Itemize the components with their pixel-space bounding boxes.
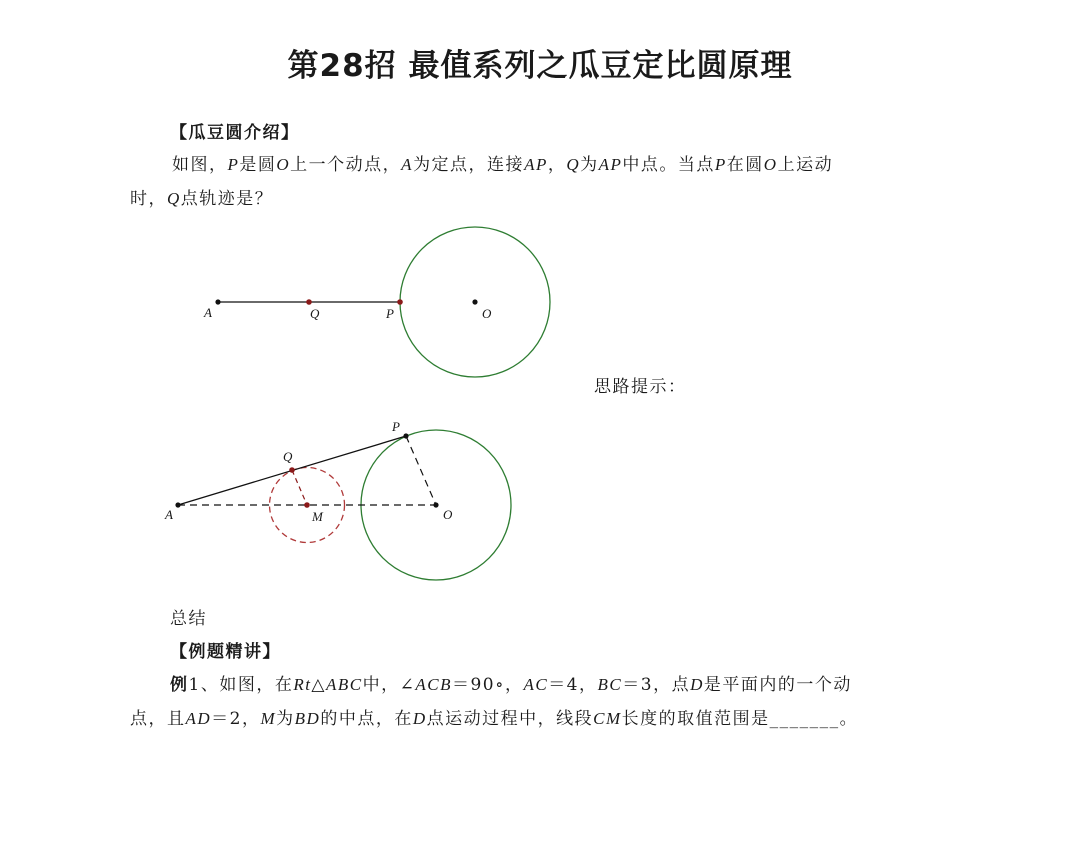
summary-heading: 总结 <box>170 609 207 629</box>
example-1-line1: 例1、如图，在Rt△ABC中，∠ACB＝90∘，AC＝4，BC＝3，点D是平面内的一个动 <box>170 675 852 695</box>
label-P: P <box>386 306 394 321</box>
point-P <box>397 299 403 305</box>
page-title: 第28招 最值系列之瓜豆定比圆原理 <box>287 48 793 84</box>
figure-1 <box>203 227 550 377</box>
label-O-2: O <box>443 507 453 522</box>
label-A: A <box>204 305 212 320</box>
label-Q-2: Q <box>283 449 293 464</box>
point-A <box>215 299 220 304</box>
point-O <box>472 299 477 304</box>
segment-PO-dashed <box>406 436 436 505</box>
label-A-2: A <box>165 507 173 522</box>
intro-heading: 【瓜豆圆介绍】 <box>170 123 300 143</box>
intro-paragraph-line2: 时，Q点轨迹是？ <box>130 189 274 209</box>
answer-blank[interactable]: _______ <box>769 709 840 729</box>
examples-heading: 【例题精讲】 <box>170 642 281 662</box>
example-1-line2: 点，且AD＝2，M为BD的中点，在D点运动过程中，线段CM长度的取值范围是_______。 <box>130 709 859 729</box>
intro-paragraph-line1: 如图，P是圆O上一个动点，A为定点，连接AP，Q为AP中点。当点P在圆O上运动 <box>172 155 834 175</box>
point-M <box>304 502 310 508</box>
point-O-2 <box>433 502 438 507</box>
point-Q <box>306 299 312 305</box>
figure-2 <box>164 419 511 580</box>
segment-QM-dashed <box>292 470 307 505</box>
label-Q: Q <box>310 306 320 321</box>
label-P-2: P <box>392 419 400 434</box>
point-A-2 <box>175 502 180 507</box>
label-O: O <box>482 306 492 321</box>
point-Q-2 <box>289 467 295 473</box>
label-M: M <box>312 509 323 524</box>
hint-text: 思路提示： <box>594 377 687 397</box>
point-P-2 <box>403 433 408 438</box>
